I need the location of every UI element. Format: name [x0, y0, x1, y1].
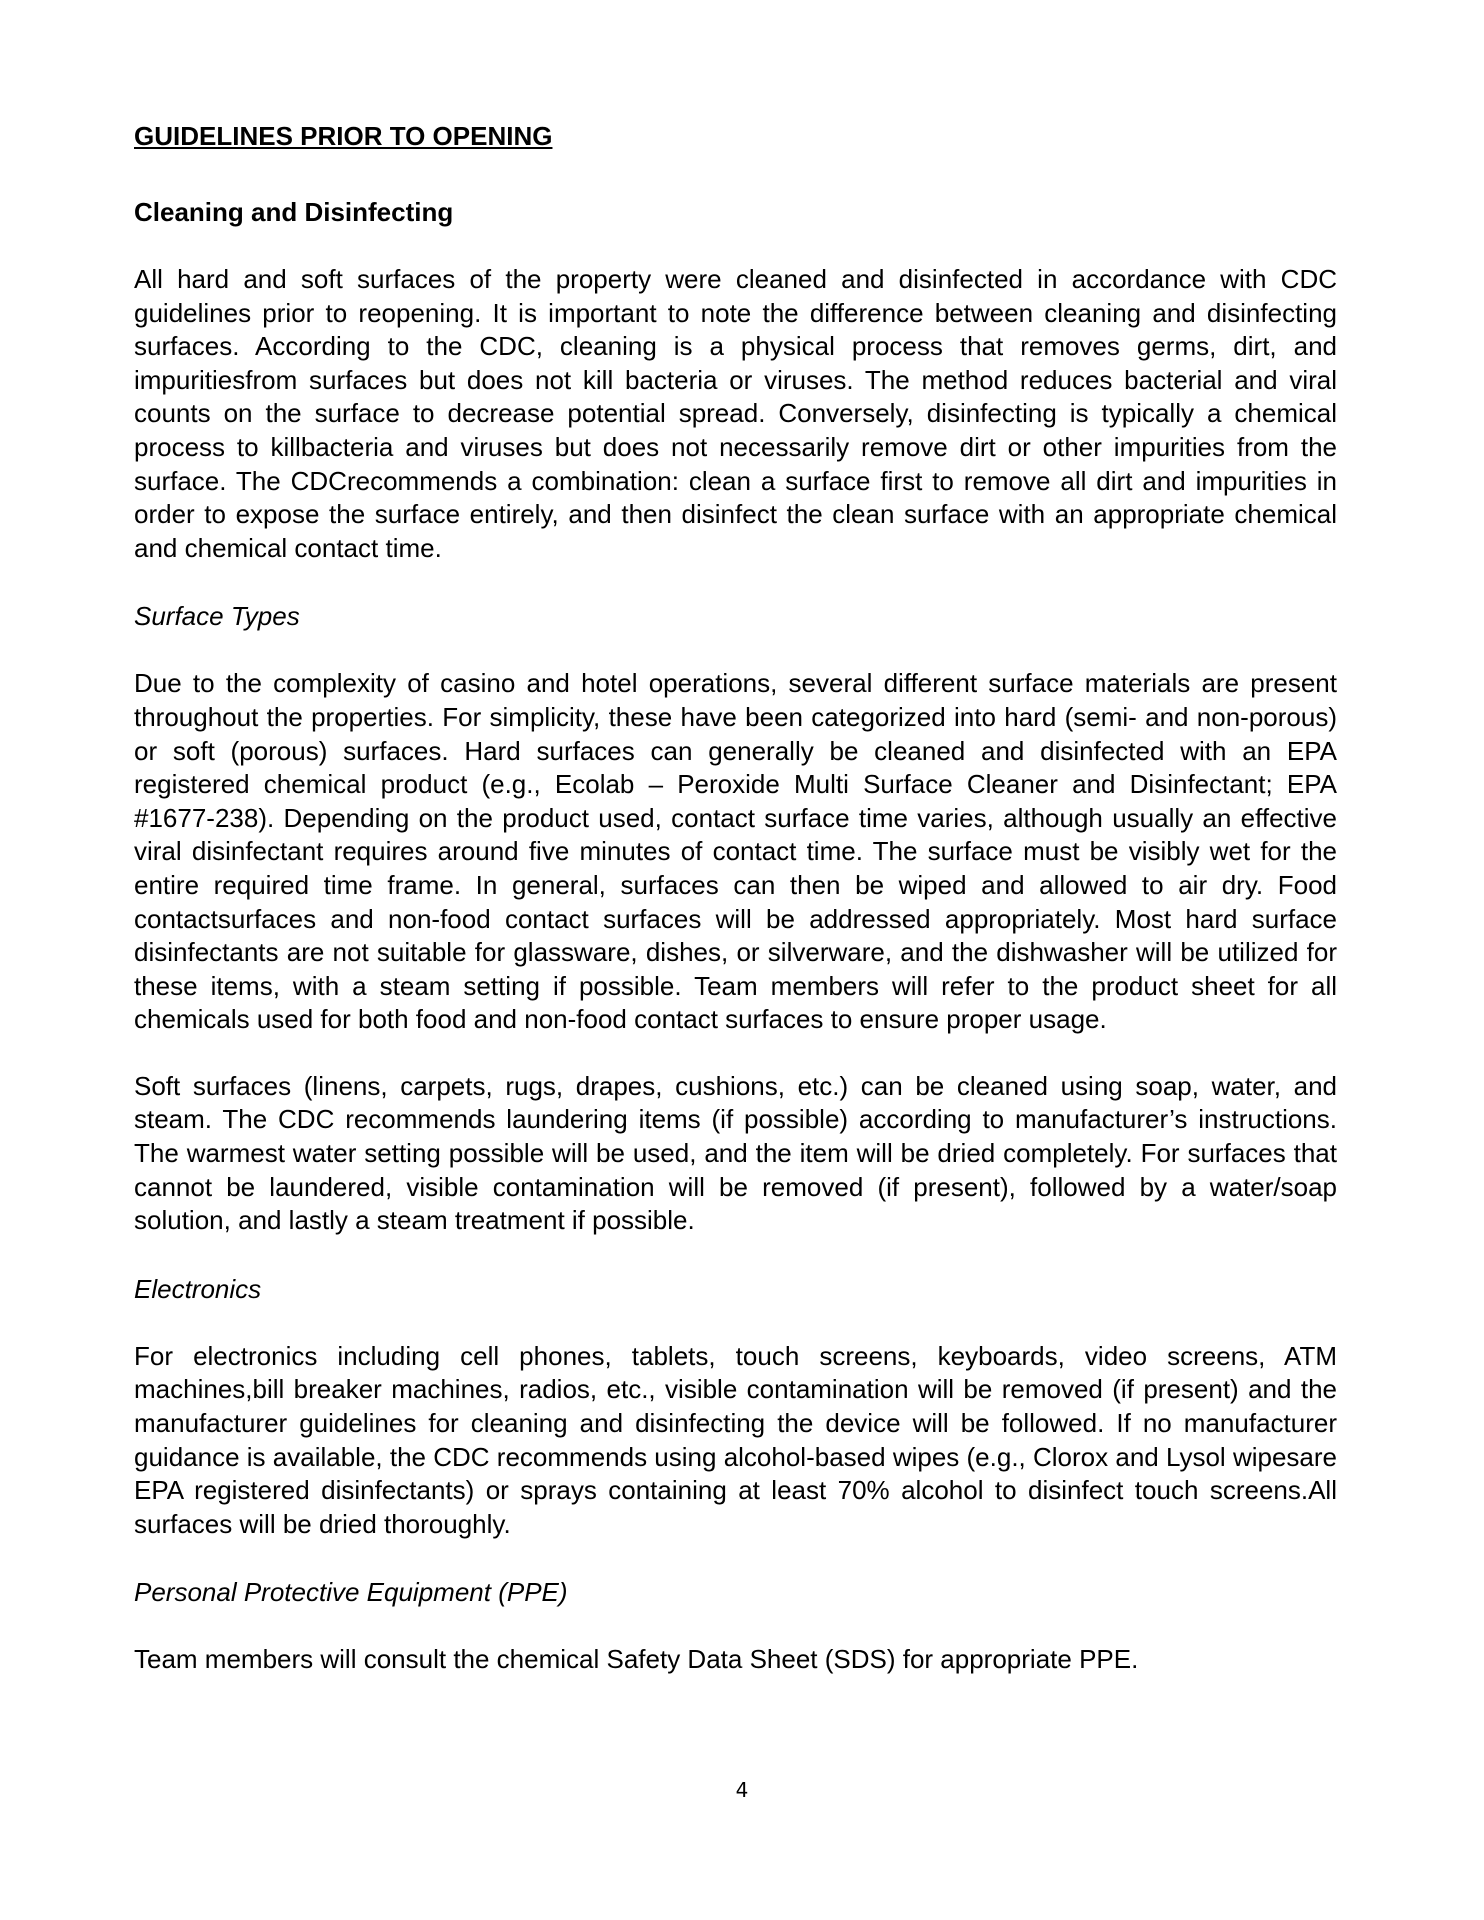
surface-types-paragraph-hard: Due to the complexity of casino and hotel operations, several different surface materials are present throughout the properties. For simplicity, these have been categorized into hard (semi- and non-porous) or soft (porous) surfaces. Hard surfaces can generally be cleaned and disinfected with an EPA registered chemical product (e.g., Ecolab – Peroxide Multi Surface Cleaner and Disinfectant; EPA #1677-238). Depending on the product used, contact surface time varies, although usually an effective viral disinfectant requires around five minutes of contact time. The surface must be visibly wet for the entire required time frame. In general, surfaces can then be wiped and allowed to air dry. Food contactsurfaces and non-food contact surfaces will be addressed appropriately. Most hard surface disinfectants are not suitable for glassware, dishes, or silverware, and the dishwasher will be utilized for these items, with a steam setting if possible. Team members will refer to the product sheet for all chemicals used for both food and non-food contact surfaces to ensure proper usage. [134, 668, 1337, 1035]
electronics-paragraph: For electronics including cell phones, tablets, touch screens, keyboards, video screens, ATM machines,bill breaker machines, radios, etc., visible contamination will be removed (if present) and the manufacturer guidelines for cleaning and disinfecting the device will be followed. If no manufacturer guidance is available, the CDC recommends using alcohol-based wipes (e.g., Clorox and Lysol wipesare EPA registered disinfectants) or sprays containing at least 70% alcohol to disinfect touch screens.All surfaces will be dried thoroughly. [134, 1340, 1337, 1539]
section-heading-cleaning: Cleaning and Disinfecting [134, 197, 454, 227]
subheading-electronics: Electronics [134, 1273, 262, 1304]
surface-types-paragraph-soft: Soft surfaces (linens, carpets, rugs, drapes, cushions, etc.) can be cleaned using soap, water, and steam. The CDC recommends laundering items (if possible) according to manufacturer’s instructions. The warmest water setting possible will be used, and the item will be dried completely. For surfaces that cannot be laundered, visible contamination will be removed (if present), followed by a water/soap solution, and lastly a steam treatment if possible. [134, 1070, 1337, 1236]
subheading-surface-types: Surface Types [134, 601, 300, 632]
document-page [134, 118, 1337, 1677]
intro-paragraph: All hard and soft surfaces of the property were cleaned and disinfected in accordance with CDC guidelines prior to reopening. It is important to note the difference between cleaning and disinfecting surfaces. According to the CDC, cleaning is a physical process that removes germs, dirt, and impuritiesfrom surfaces but does not kill bacteria or viruses. The method reduces bacterial and viral counts on the surface to decrease potential spread. Conversely, disinfecting is typically a chemical process to killbacteria and viruses but does not necessarily remove dirt or other impurities from the surface. The CDCrecommends a combination: clean a surface first to remove all dirt and impurities in order to expose the surface entirely, and then disinfect the clean surface with an appropriate chemical and chemical contact time. [134, 264, 1337, 563]
ppe-paragraph: Team members will consult the chemical Safety Data Sheet (SDS) for appropriate PPE. [134, 1644, 1139, 1675]
page-title: GUIDELINES PRIOR TO OPENING [134, 121, 553, 151]
page-number: 4 [735, 1778, 749, 1802]
subheading-ppe: Personal Protective Equipment (PPE) [134, 1577, 568, 1608]
